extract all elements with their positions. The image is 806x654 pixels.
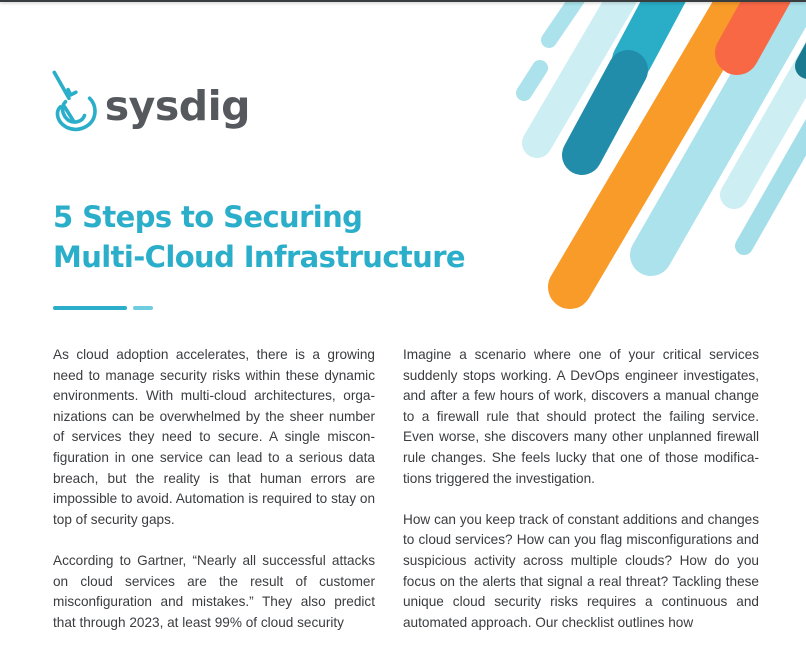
intro-paragraph: As cloud adoption accelerates, there is a growing need to manage security risks within these dynamic environments. With multi-cloud architectures, organizations can be overwhelmed by the sheer number of services they need to secure. A single misconfiguration in one service can lead to a serious data breach, but the reality is that human errors are impossible to avoid. Automation is required to stay on top of security gaps. bbox=[53, 347, 375, 527]
gartner-paragraph: According to Gartner, “Nearly all successful attacks on cloud services are the result of customer misconfiguration and mistakes.” They also predict that through 2023, at least 99% of cloud security bbox=[53, 552, 375, 630]
title-line-1: 5 Steps to Securing bbox=[53, 200, 363, 234]
page-title bbox=[53, 197, 465, 277]
title-line-2: Multi-Cloud Infrastructure bbox=[53, 240, 465, 274]
logo-wordmark: sysdig bbox=[104, 82, 250, 130]
body-column-right bbox=[403, 345, 759, 654]
questions-paragraph: How can you keep track of constant additions and changes to cloud services? How can you flag misconfigurations and suspicious activity across multiple clouds? How do you focus on the alerts that signal a real threat? Tackling these unique cloud security risks requires a continuous and automated approach. Our checklist outlines how bbox=[403, 511, 759, 630]
scenario-paragraph: Imagine a scenario where one of your critical services suddenly stops working. A DevOps engineer investigates, and after a few hours of work, discovers a manual change to a firewall rule that should protect the failing service. Even worse, she discovers many other unplanned firewall rule changes. She feels lucky that one of those modifications triggered the investigation. bbox=[403, 347, 759, 486]
window-top-edge bbox=[0, 0, 806, 2]
title-underline-short bbox=[133, 306, 153, 310]
shovel-shield-icon bbox=[50, 64, 102, 136]
title-underline-long bbox=[53, 306, 127, 310]
body-column-left bbox=[53, 345, 375, 654]
sysdig-logo bbox=[50, 62, 250, 138]
